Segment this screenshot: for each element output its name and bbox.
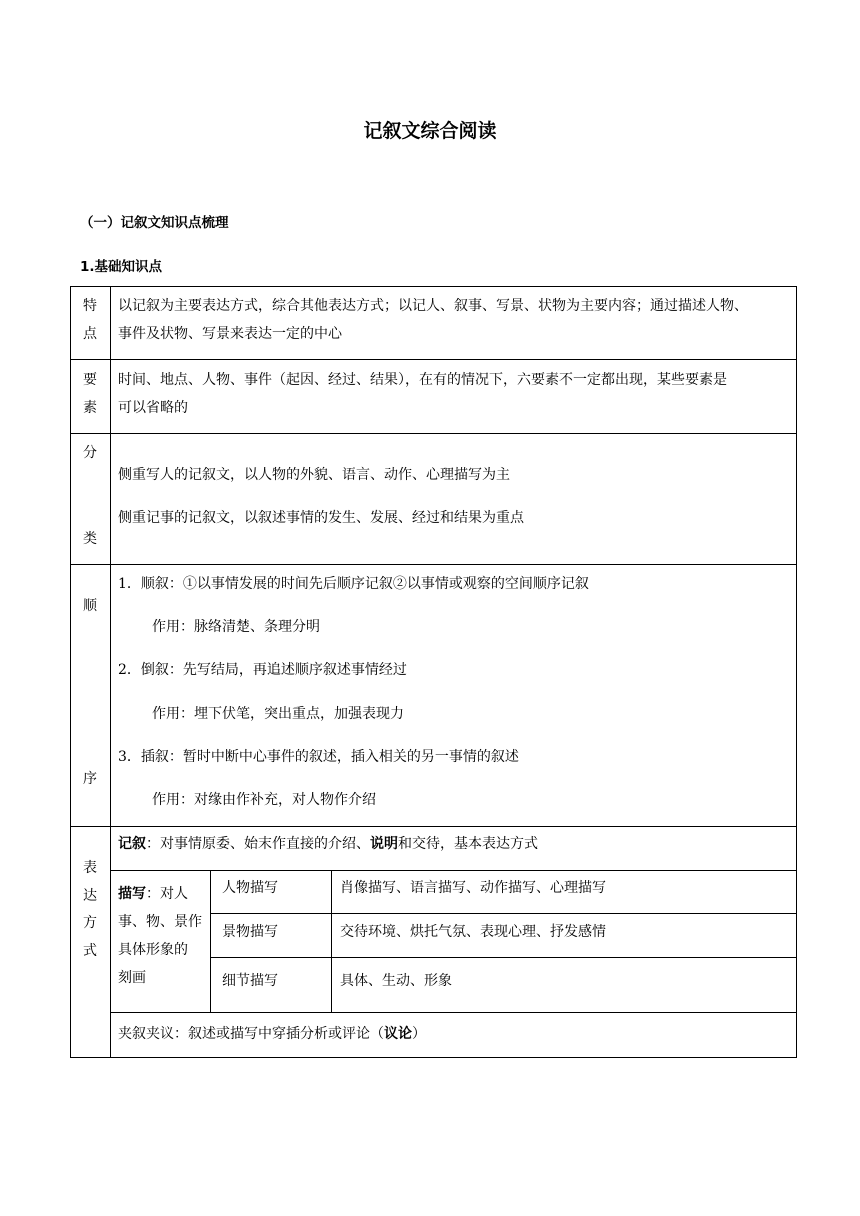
order-label-2: 序 <box>83 771 97 787</box>
description-line3: 具体形象的 <box>118 942 188 958</box>
elements-label-1: 要 <box>83 372 97 388</box>
table-border-top <box>70 286 797 287</box>
sub-row-divider <box>210 957 797 958</box>
categories-text-line2: 侧重记事的记叙文，以叙述事情的发生、发展、经过和结果为重点 <box>118 510 524 526</box>
desc-type-scenery: 景物描写 <box>222 924 278 940</box>
narration-term: 记叙 <box>118 836 146 852</box>
section-heading: （一）记叙文知识点梳理 <box>80 215 229 231</box>
elements-text-line1: 时间、地点、人物、事件（起因、经过、结果），在有的情况下，六要素不一定都出现，某些要素是 <box>118 372 727 388</box>
expression-label-3: 方 <box>83 915 97 931</box>
mixed-narration-text: 夹叙夹议：叙述或描写中穿插分析或评论（议论） <box>118 1026 426 1042</box>
elements-label-2: 素 <box>83 400 97 416</box>
narration-desc-a: ：对事情原委、始末作直接的介绍、 <box>146 836 370 852</box>
features-label-2: 点 <box>83 326 97 342</box>
explanation-term: 说明 <box>370 836 398 852</box>
features-label-1: 特 <box>83 298 97 314</box>
order-item3: 3．插叙：暂时中断中心事件的叙述，插入相关的另一事情的叙述 <box>118 749 519 765</box>
description-line1: 描写：对人 <box>118 886 188 902</box>
document-title: 记叙文综合阅读 <box>363 120 497 142</box>
knowledge-table <box>70 286 797 1058</box>
expression-label-2: 达 <box>83 888 97 904</box>
description-line2: 事、物、景作 <box>118 914 202 930</box>
sub-col-divider <box>331 870 332 1013</box>
label-column-divider <box>110 286 111 1058</box>
row-divider <box>70 433 797 434</box>
sub-row-divider <box>110 1012 797 1013</box>
desc-content-person: 肖像描写、语言描写、动作描写、心理描写 <box>340 880 606 896</box>
desc-type-person: 人物描写 <box>222 880 278 896</box>
order-item3-effect: 作用：对缘由作补充，对人物作介绍 <box>152 792 376 808</box>
row-divider <box>70 826 797 827</box>
description-line4: 刻画 <box>118 970 146 986</box>
desc-content-detail: 具体、生动、形象 <box>340 973 452 989</box>
table-border-right <box>796 286 797 1058</box>
expression-label-4: 式 <box>83 943 97 959</box>
expression-label-1: 表 <box>83 860 97 876</box>
sub-row-divider <box>110 870 797 871</box>
features-text-line2: 事件及状物、写景来表达一定的中心 <box>118 326 342 342</box>
desc-content-scenery: 交待环境、烘托气氛、表现心理、抒发感情 <box>340 924 606 940</box>
desc-type-detail: 细节描写 <box>222 973 278 989</box>
elements-text-line2: 可以省略的 <box>118 400 188 416</box>
subsection-heading: 1.基础知识点 <box>80 259 163 275</box>
order-item1-effect: 作用：脉络清楚、条理分明 <box>152 619 320 635</box>
order-item1: 1．顺叙：①以事情发展的时间先后顺序记叙②以事情或观察的空间顺序记叙 <box>118 576 589 592</box>
categories-label-2: 类 <box>83 531 97 547</box>
row-divider <box>70 564 797 565</box>
table-border-bottom <box>70 1057 797 1058</box>
row-divider <box>70 359 797 360</box>
sub-row-divider <box>210 913 797 914</box>
order-item2-effect: 作用：埋下伏笔，突出重点，加强表现力 <box>152 706 404 722</box>
description-term: 描写 <box>118 886 146 902</box>
categories-label-1: 分 <box>83 445 97 461</box>
categories-text-line1: 侧重写人的记叙文，以人物的外貌、语言、动作、心理描写为主 <box>118 467 510 483</box>
argument-term: 议论 <box>384 1026 412 1042</box>
narration-desc-b: 和交待，基本表达方式 <box>398 836 538 852</box>
sub-col-divider <box>210 870 211 1013</box>
features-text-line1: 以记叙为主要表达方式，综合其他表达方式；以记人、叙事、写景、状物为主要内容；通过描述人物、 <box>118 298 748 314</box>
order-item2: 2．倒叙：先写结局，再追述顺序叙述事情经过 <box>118 662 407 678</box>
narration-text <box>118 834 538 854</box>
order-label-1: 顺 <box>83 598 97 614</box>
